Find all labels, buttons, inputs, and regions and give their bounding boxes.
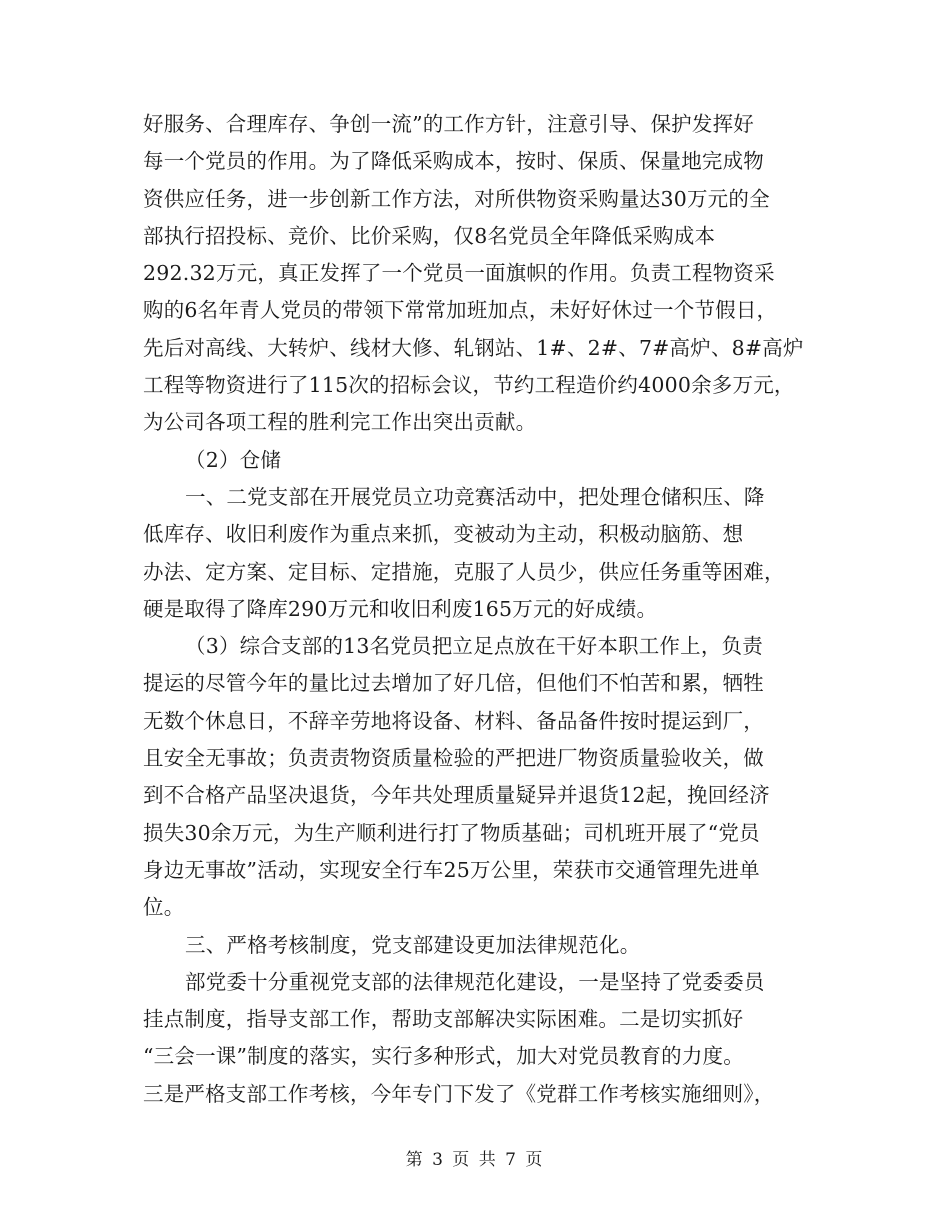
text-line: 购的6名年青人党员的带领下常常加班加点，未好好休过一个节假日，: [143, 298, 778, 323]
text-line: 且安全无事故；负责责物资质量检验的严把进厂物资质量验收关，做: [143, 746, 764, 771]
text-line: 一、二党支部在开展党员立功竞赛活动中，把处理仓储积压、降: [185, 484, 765, 509]
text-line: “三会一课”制度的落实，实行多种形式，加大对党员教育的力度。: [143, 1044, 744, 1069]
text-line: 低库存、收旧利废作为重点来抓，变被动为主动，积极动脑筋、想: [143, 522, 744, 547]
text-line: 无数个休息日，不辞辛劳地将设备、材料、备品备件按时提运到厂，: [143, 708, 764, 733]
text-line: （3）综合支部的13名党员把立足点放在干好本职工作上，负责: [185, 634, 763, 659]
text-line: 部执行招投标、竞价、比价采购，仅8名党员全年降低采购成本: [143, 223, 716, 248]
text-line: 资供应任务，进一步创新工作方法，对所供物资采购量达30万元的全: [143, 186, 770, 211]
text-line: 身边无事故”活动，实现安全行车25万公里，荣获市交通管理先进单: [143, 857, 760, 882]
text-line: 为公司各项工程的胜利完工作出突出贡献。: [143, 410, 537, 435]
text-line: 损失30余万元，为生产顺利进行打了物质基础；司机班开展了“党员: [143, 820, 760, 845]
text-line: 办法、定方案、定目标、定措施，克服了人员少，供应任务重等困难，: [143, 559, 785, 584]
section-heading-storage: （2）仓储: [185, 447, 282, 472]
text-line: 硬是取得了降库290万元和收旧利废165万元的好成绩。: [143, 596, 658, 621]
text-line: 好服务、合理库存、争创一流”的工作方针，注意引导、保护发挥好: [143, 112, 754, 136]
text-line: 三是严格支部工作考核，今年专门下发了《党群工作考核实施细则》，: [143, 1081, 775, 1106]
text-line: 提运的尽管今年的量比过去增加了好几倍，但他们不怕苦和累，牺牲: [143, 671, 764, 696]
text-line: 挂点制度，指导支部工作，帮助支部解决实际困难。二是切实抓好: [143, 1007, 744, 1032]
text-line: 到不合格产品坚决退货，今年共处理质量疑异并退货12起，挽回经济: [143, 783, 770, 808]
document-body: [143, 106, 813, 1113]
section-heading-assessment: 三、严格考核制度，党支部建设更加法律规范化。: [185, 932, 641, 957]
text-line: 部党委十分重视党支部的法律规范化建设，一是坚持了党委委员: [185, 969, 765, 994]
text-line: 每一个党员的作用。为了降低采购成本，按时、保质、保量地完成物: [143, 149, 764, 174]
page-number: 第 3 页 共 7 页: [405, 1150, 545, 1170]
text-line: 先后对高线、大转炉、线材大修、轧钢站、1#、2#、7#高炉、8#高炉: [143, 335, 804, 360]
text-line: 位。: [143, 895, 185, 920]
text-line: 工程等物资进行了115次的招标会议，节约工程造价约4000余多万元，: [143, 373, 795, 398]
text-line: 292.32万元，真正发挥了一个党员一面旗帜的作用。负责工程物资采: [143, 261, 775, 286]
